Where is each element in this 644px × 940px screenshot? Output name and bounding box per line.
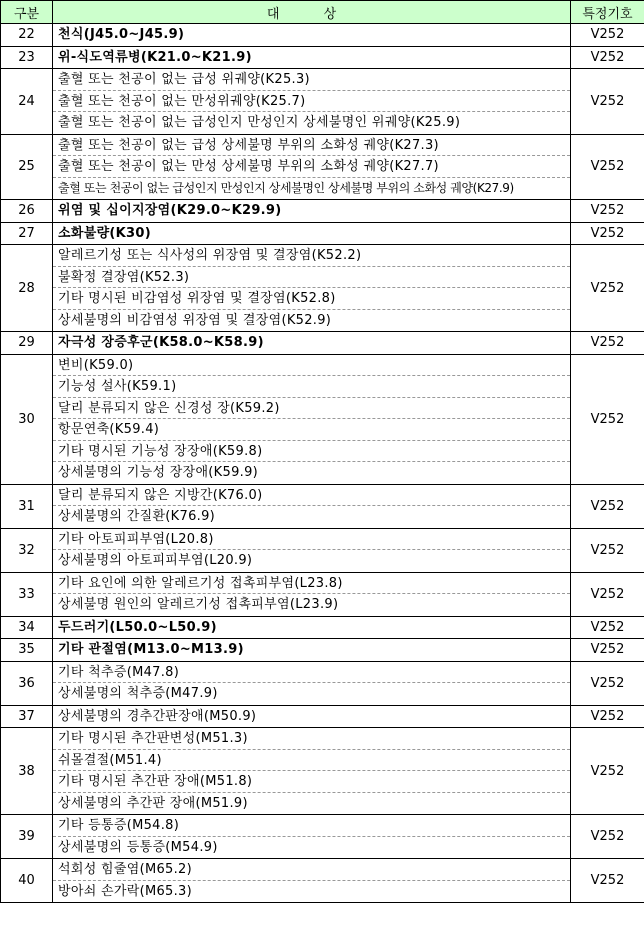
target-cell: [53, 484, 571, 528]
target-item: 기타 요인에 의한 알레르기성 접촉피부염(L23.8): [53, 573, 570, 595]
target-item: 불확정 결장염(K52.3): [53, 267, 570, 289]
target-item: 상세불명의 비감염성 위장염 및 결장염(K52.9): [58, 312, 332, 328]
target-cell: [53, 332, 571, 355]
table-row: [1, 616, 644, 639]
target-item: 상세불명의 추간판 장애(M51.9): [58, 795, 248, 811]
table-row: [1, 245, 644, 332]
category-number: 37: [1, 705, 53, 728]
special-code: V252: [571, 815, 644, 859]
target-item: 달리 분류되지 않은 신경성 장(K59.2): [53, 398, 570, 420]
table-row: [1, 484, 644, 528]
category-number: 26: [1, 200, 53, 223]
special-code: V252: [571, 200, 644, 223]
target-item: 출혈 또는 천공이 없는 만성 상세불명 부위의 소화성 궤양(K27.7): [53, 156, 570, 178]
special-code: V252: [571, 705, 644, 728]
special-code: V252: [571, 572, 644, 616]
target-item: 기타 아토피피부염(L20.8): [53, 529, 570, 551]
target-cell: [53, 815, 571, 859]
target-cell: [53, 245, 571, 332]
target-item: 위-식도역류병(K21.0~K21.9): [58, 49, 252, 65]
target-item: 상세불명의 아토피피부염(L20.9): [58, 553, 253, 568]
special-code: V252: [571, 332, 644, 355]
special-code: V252: [571, 859, 644, 903]
target-item: 출혈 또는 천공이 없는 급성인지 만성인지 상세불명인 상세불명 부위의 소화성 궤양(K27.9): [58, 180, 514, 195]
table-row: [1, 24, 644, 47]
table-row: [1, 134, 644, 200]
target-item: 석회성 힘줄염(M65.2): [53, 859, 570, 881]
target-item: 기타 관절염(M13.0~M13.9): [58, 642, 244, 657]
special-code: V252: [571, 354, 644, 484]
special-code: V252: [571, 24, 644, 47]
target-cell: [53, 528, 571, 572]
target-cell: [53, 46, 571, 69]
target-item: 상세불명의 경추간판장애(M50.9): [58, 708, 257, 724]
target-cell: [53, 572, 571, 616]
table-row: [1, 46, 644, 69]
special-code: V252: [571, 46, 644, 69]
target-item: 변비(K59.0): [53, 355, 570, 377]
target-item: 상세불명의 척추증(M47.9): [58, 686, 218, 701]
table-row: [1, 705, 644, 728]
target-item: 상세불명의 간질환(K76.9): [58, 509, 216, 524]
target-item: 기타 등통증(M54.8): [53, 815, 570, 837]
target-cell: [53, 24, 571, 47]
target-cell: [53, 705, 571, 728]
table-body: [1, 24, 644, 903]
target-item: 자극성 장증후군(K58.0~K58.9): [58, 335, 264, 350]
special-code: V252: [571, 616, 644, 639]
target-item: 방아쇠 손가락(M65.3): [58, 883, 192, 899]
special-code: V252: [571, 134, 644, 200]
target-item: 출혈 또는 천공이 없는 만성위궤양(K25.7): [53, 91, 570, 113]
special-code: V252: [571, 245, 644, 332]
target-item: 소화불량(K30): [58, 225, 151, 241]
target-item: 상세불명의 등통증(M54.9): [58, 839, 218, 855]
category-number: 28: [1, 245, 53, 332]
target-cell: [53, 354, 571, 484]
table-row: [1, 354, 644, 484]
table-row: [1, 639, 644, 662]
table-row: [1, 200, 644, 223]
target-item: 위염 및 십이지장염(K29.0~K29.9): [58, 203, 282, 218]
category-number: 40: [1, 859, 53, 903]
header-category: 구분: [1, 1, 53, 24]
special-code: V252: [571, 222, 644, 245]
target-item: 천식(J45.0~J45.9): [58, 27, 185, 42]
special-code: V252: [571, 728, 644, 815]
table-row: [1, 815, 644, 859]
target-cell: [53, 134, 571, 200]
header-special-code: 특정기호: [571, 1, 644, 24]
category-number: 24: [1, 69, 53, 135]
target-item: 기타 명시된 추간판 장애(M51.8): [53, 771, 570, 793]
target-item: 달리 분류되지 않은 지방간(K76.0): [53, 485, 570, 507]
category-number: 31: [1, 484, 53, 528]
table-row: [1, 69, 644, 135]
target-cell: [53, 728, 571, 815]
category-number: 25: [1, 134, 53, 200]
category-number: 38: [1, 728, 53, 815]
target-cell: [53, 222, 571, 245]
table-row: [1, 528, 644, 572]
target-item: 쉬몰결절(M51.4): [53, 750, 570, 772]
category-number: 36: [1, 661, 53, 705]
table-row: [1, 222, 644, 245]
category-number: 35: [1, 639, 53, 662]
special-code: V252: [571, 528, 644, 572]
target-item: 출혈 또는 천공이 없는 급성 상세불명 부위의 소화성 궤양(K27.3): [53, 135, 570, 157]
target-item: 기타 척추증(M47.8): [53, 662, 570, 684]
target-item: 알레르기성 또는 식사성의 위장염 및 결장염(K52.2): [53, 245, 570, 267]
table-row: [1, 572, 644, 616]
target-cell: [53, 639, 571, 662]
category-number: 23: [1, 46, 53, 69]
category-number: 39: [1, 815, 53, 859]
table-row: [1, 728, 644, 815]
target-item: 기타 명시된 추간판변성(M51.3): [53, 728, 570, 750]
table-row: [1, 661, 644, 705]
target-item: 기타 명시된 기능성 장장애(K59.8): [53, 441, 570, 463]
category-number: 33: [1, 572, 53, 616]
target-cell: [53, 616, 571, 639]
target-item: 상세불명 원인의 알레르기성 접촉피부염(L23.9): [58, 597, 339, 612]
target-item: 출혈 또는 천공이 없는 급성 위궤양(K25.3): [53, 69, 570, 91]
table-row: [1, 859, 644, 903]
target-item: 출혈 또는 천공이 없는 급성인지 만성인지 상세불명인 위궤양(K25.9): [58, 115, 461, 130]
special-code: V252: [571, 484, 644, 528]
target-item: 두드러기(L50.0~L50.9): [58, 619, 217, 635]
target-item: 항문연축(K59.4): [53, 419, 570, 441]
category-number: 34: [1, 616, 53, 639]
header-target: 대 상: [53, 1, 571, 24]
special-code: V252: [571, 661, 644, 705]
table-row: [1, 332, 644, 355]
target-cell: [53, 200, 571, 223]
category-number: 22: [1, 24, 53, 47]
target-cell: [53, 661, 571, 705]
category-number: 27: [1, 222, 53, 245]
target-item: 기타 명시된 비감염성 위장염 및 결장염(K52.8): [53, 288, 570, 310]
category-number: 32: [1, 528, 53, 572]
target-cell: [53, 69, 571, 135]
header-row: [1, 1, 644, 24]
special-code: V252: [571, 69, 644, 135]
target-cell: [53, 859, 571, 903]
target-item: 기능성 설사(K59.1): [53, 376, 570, 398]
category-number: 29: [1, 332, 53, 355]
category-number: 30: [1, 354, 53, 484]
special-code: V252: [571, 639, 644, 662]
target-item: 상세불명의 기능성 장장애(K59.9): [58, 465, 259, 480]
